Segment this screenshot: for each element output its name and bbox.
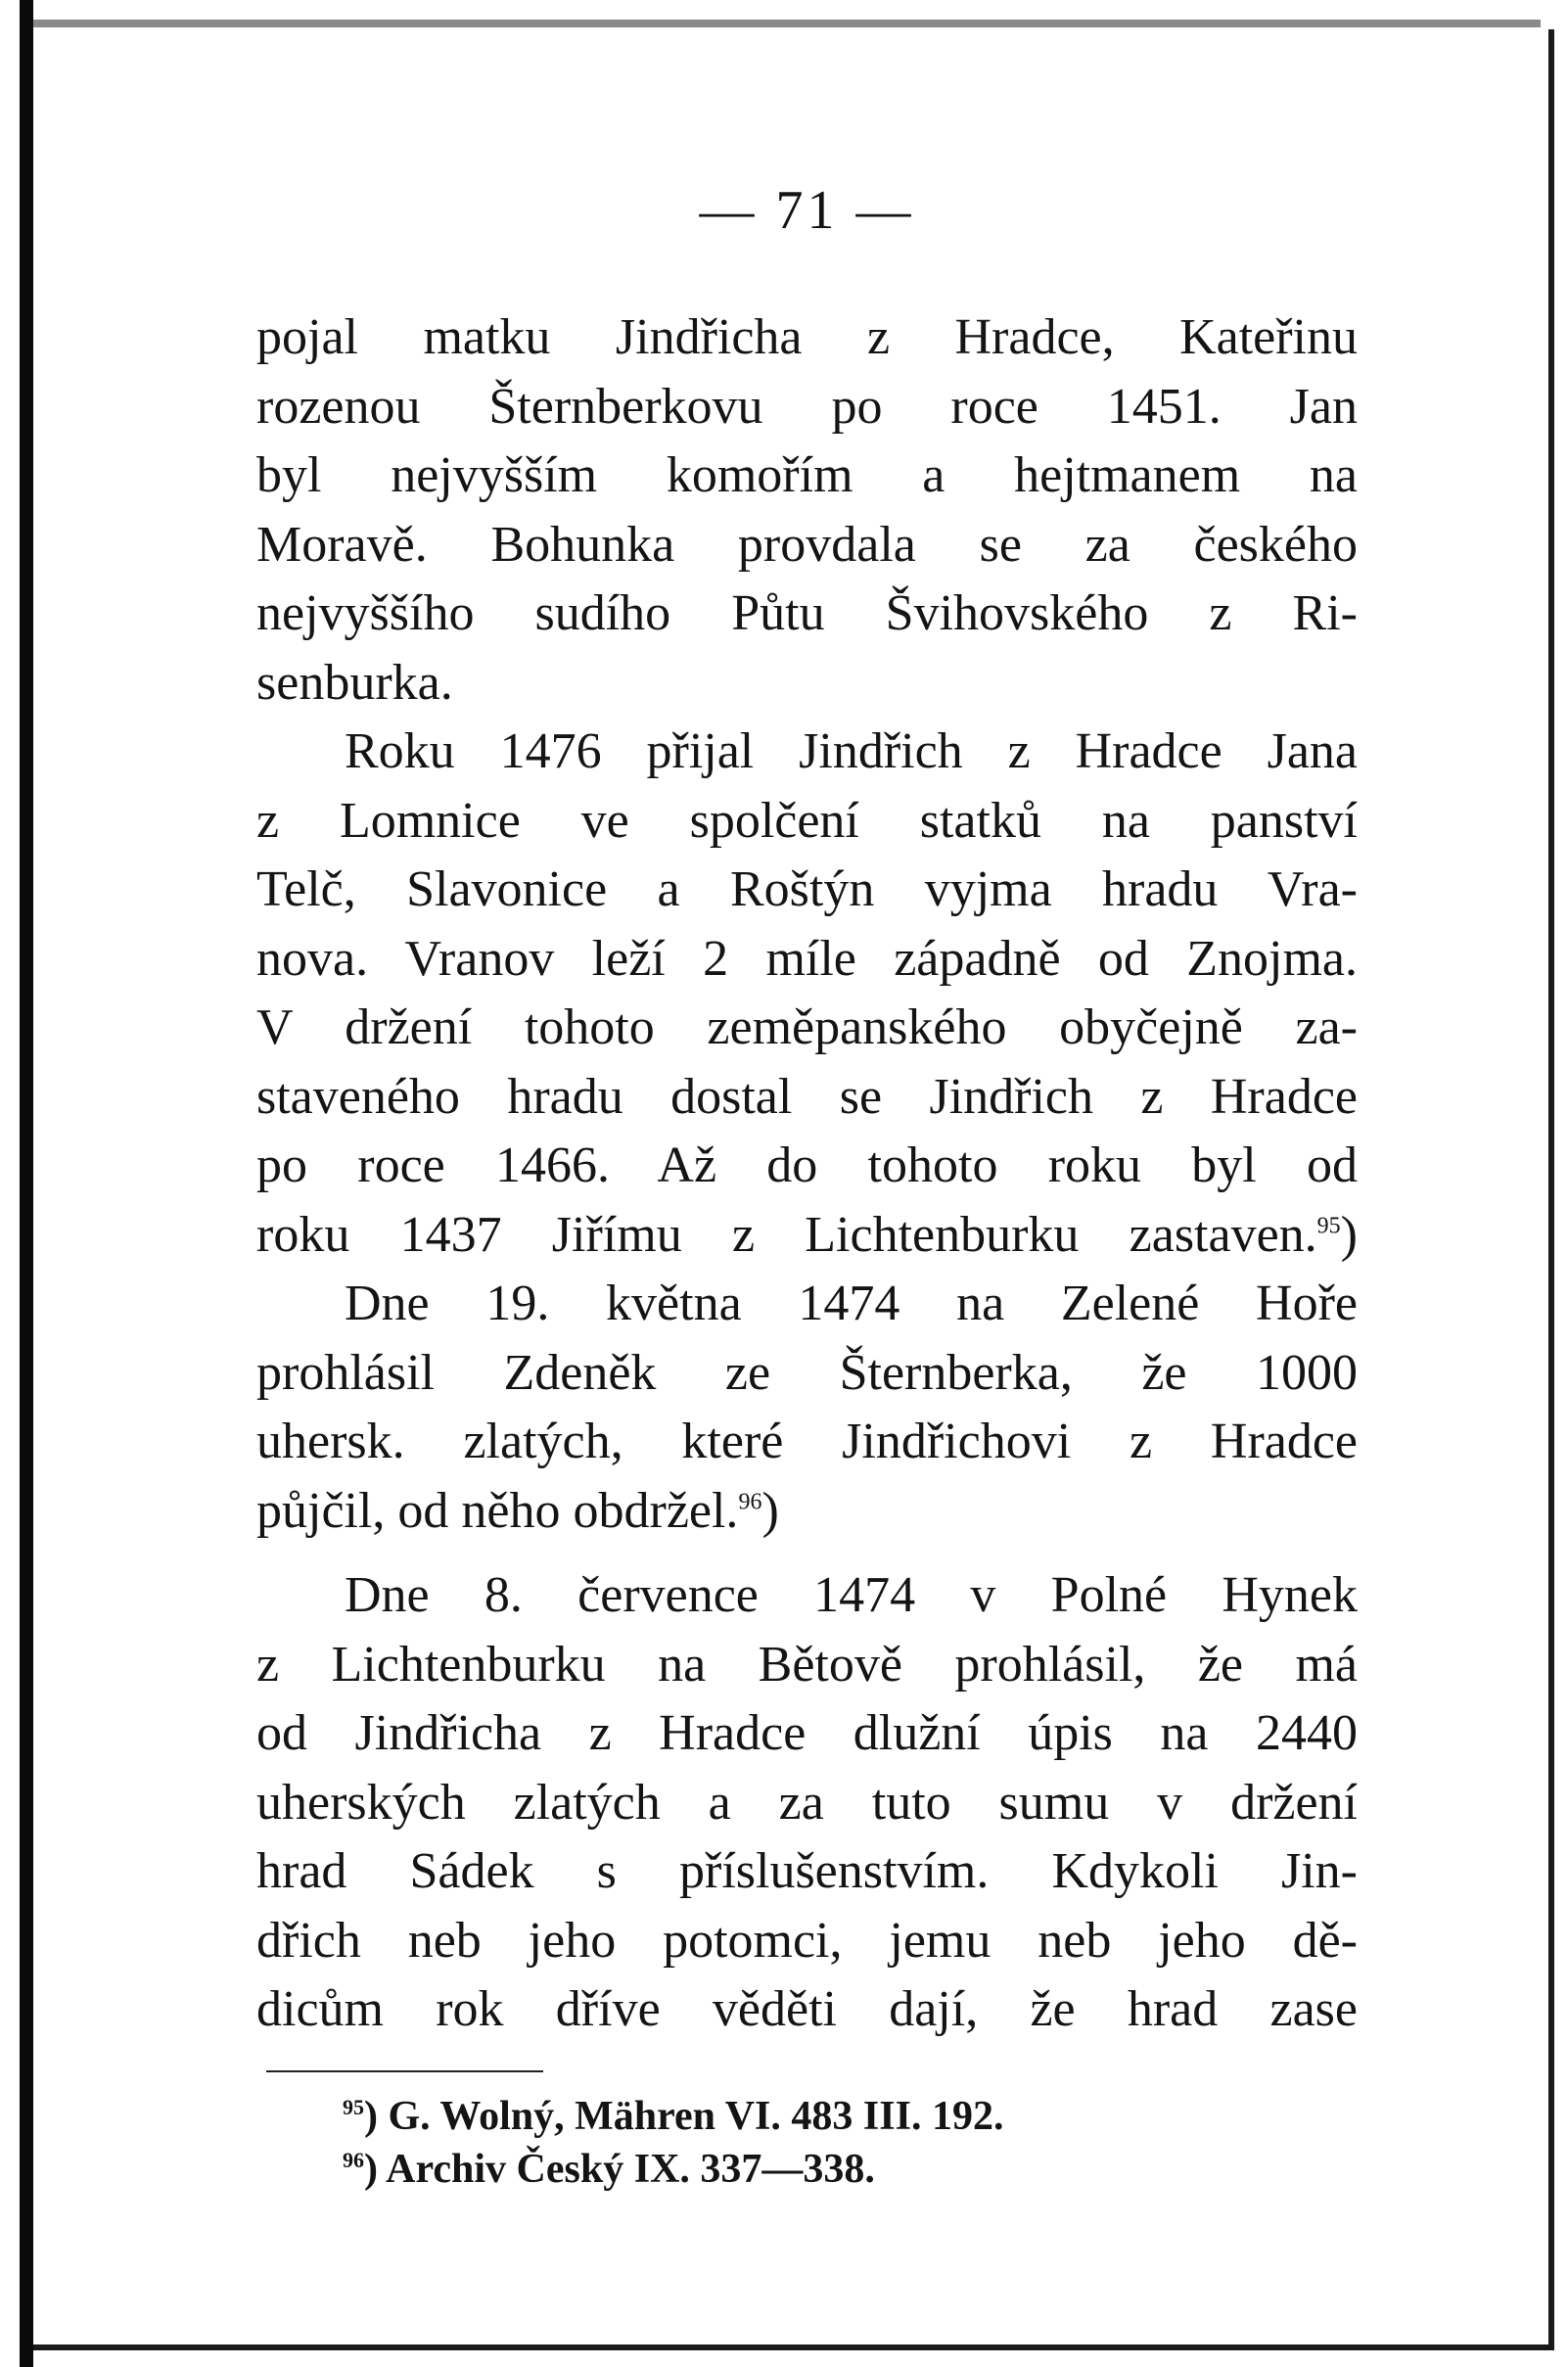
text-line xyxy=(256,1408,1358,1477)
text-line xyxy=(256,1975,1358,2045)
line-text: z Lomnice ve spolčení statků na panství xyxy=(256,792,1358,849)
text-line xyxy=(256,1339,1358,1409)
footnote-text: ) Archiv Český IX. 337—338. xyxy=(364,2146,875,2192)
line-text: pojal matku Jindřicha z Hradce, Kateřinu xyxy=(256,309,1358,365)
text-line xyxy=(256,1477,1358,1547)
line-text: staveného hradu dostal se Jindřich z Hradce xyxy=(256,1068,1358,1125)
text-line xyxy=(256,303,1358,373)
footnote xyxy=(343,2090,1358,2143)
paragraph xyxy=(256,1270,1358,1546)
line-text: nova. Vranov leží 2 míle západně od Znojma. xyxy=(256,930,1358,987)
paragraph xyxy=(256,303,1358,718)
line-text: dřich neb jeho potomci, jemu neb jeho dě- xyxy=(256,1912,1358,1969)
line-text: uherských zlatých a za tuto sumu v držení xyxy=(256,1774,1358,1831)
footnote-mark: 96 xyxy=(343,2147,364,2172)
line-text: Roku 1476 přijal Jindřich z Hradce Jana xyxy=(345,723,1358,779)
text-line xyxy=(256,1561,1358,1631)
text-line xyxy=(256,1699,1358,1769)
text-line xyxy=(256,511,1358,580)
footnote-text: ) G. Wolný, Mähren VI. 483 III. 192. xyxy=(364,2093,1004,2139)
text-line xyxy=(256,373,1358,442)
footnote-reference[interactable]: 96 xyxy=(738,1489,762,1515)
footnote-mark: 95 xyxy=(343,2094,364,2119)
text-line xyxy=(256,1837,1358,1907)
line-text: Dne 8. července 1474 v Polné Hynek xyxy=(345,1567,1358,1623)
line-text: od Jindřicha z Hradce dlužní úpis na 2440 xyxy=(256,1705,1358,1761)
paragraph-gap xyxy=(256,1546,1358,1561)
line-text: z Lichtenburku na Bětově prohlásil, že má xyxy=(256,1636,1358,1693)
page-number: — 71 — xyxy=(699,180,915,241)
scan-margin xyxy=(0,0,20,2367)
line-text: po roce 1466. Až do tohoto roku byl od xyxy=(256,1137,1358,1193)
text-line xyxy=(256,1769,1358,1838)
line-text: Dne 19. května 1474 na Zelené Hoře xyxy=(345,1276,1358,1331)
line-text: roku 1437 Jiřímu z Lichtenburku zastaven. xyxy=(256,1206,1317,1263)
line-text: dicům rok dříve věděti dají, že hrad zase xyxy=(256,1981,1358,2037)
line-text: půjčil, od něho obdržel. xyxy=(256,1482,739,1539)
text-line xyxy=(256,925,1358,995)
scan-top-edge xyxy=(33,20,1541,27)
line-text: Moravě. Bohunka provdala se za českého xyxy=(256,516,1358,573)
paragraph xyxy=(256,718,1358,1270)
text-line xyxy=(256,1063,1358,1133)
text-line xyxy=(256,856,1358,925)
footnote-separator xyxy=(266,2070,543,2072)
line-text: Telč, Slavonice a Roštýn vyjma hradu Vra- xyxy=(256,861,1358,917)
book-page xyxy=(256,176,1358,2196)
line-text: hrad Sádek s příslušenstvím. Kdykoli Jin- xyxy=(256,1843,1358,1899)
text-line xyxy=(256,580,1358,649)
text-line xyxy=(256,718,1358,787)
footnote xyxy=(343,2143,1358,2196)
line-text: byl nejvyšším komořím a hejtmanem na xyxy=(256,447,1358,503)
scan-bottom-edge xyxy=(33,2344,1554,2350)
text-line xyxy=(256,649,1358,719)
text-line xyxy=(256,1907,1358,1976)
text-line xyxy=(256,787,1358,857)
text-line xyxy=(256,1631,1358,1700)
scan-right-edge xyxy=(1548,29,1554,2349)
footnotes xyxy=(256,2090,1358,2196)
scan-left-edge xyxy=(20,0,33,2367)
text-line xyxy=(256,1270,1358,1339)
text-line xyxy=(256,1201,1358,1271)
body-text xyxy=(256,303,1358,2045)
line-text: senburka. xyxy=(256,654,453,711)
text-line xyxy=(256,994,1358,1063)
footnote-reference-paren: ) xyxy=(761,1482,779,1539)
line-text: V držení tohoto zeměpanského obyčejně za- xyxy=(256,999,1358,1055)
line-text: nejvyššího sudího Půtu Švihovského z Ri- xyxy=(256,585,1358,641)
footnote-reference-paren: ) xyxy=(1340,1206,1358,1263)
text-line xyxy=(256,1132,1358,1201)
footnote-reference[interactable]: 95 xyxy=(1316,1213,1341,1239)
paragraph xyxy=(256,1561,1358,2045)
line-text: rozenou Šternberkovu po roce 1451. Jan xyxy=(256,378,1358,435)
text-line xyxy=(256,441,1358,511)
line-text: uhersk. zlatých, které Jindřichovi z Hradce xyxy=(256,1414,1358,1469)
line-text: prohlásil Zdeněk ze Šternberka, že 1000 xyxy=(256,1344,1358,1401)
